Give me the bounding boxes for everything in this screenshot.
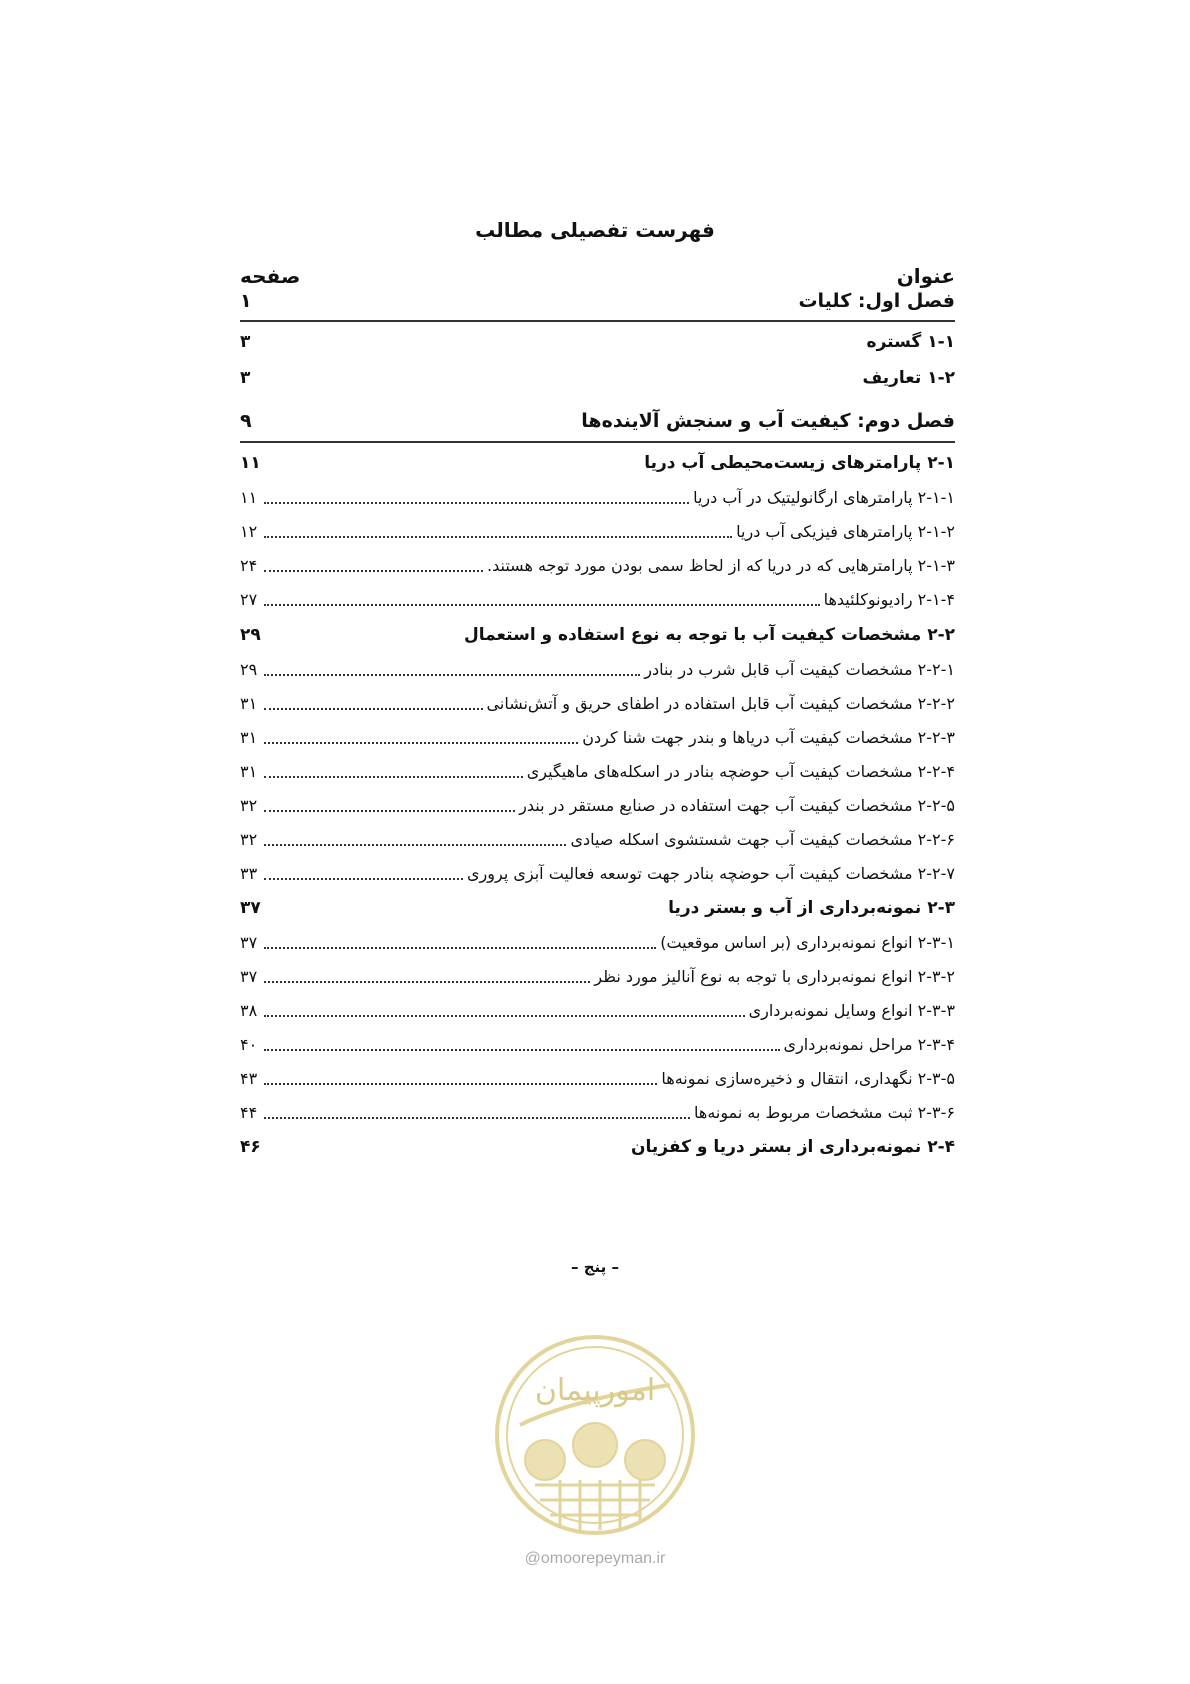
toc-section: ۱-۲ تعاریف ۳ <box>240 368 955 388</box>
toc-subsection: ۲-۲-۳ مشخصات کیفیت آب دریاها و بندر جهت شنا کردن ۳۱ <box>240 727 955 747</box>
toc-chapter-2: فصل دوم: کیفیت آب و سنجش آلاینده‌ها ۹ <box>240 410 955 432</box>
seal-watermark-icon <box>490 1330 700 1540</box>
toc-subsection: ۲-۳-۴ مراحل نمونه‌برداری ۴۰ <box>240 1034 955 1054</box>
toc-subsection: ۲-۲-۴ مشخصات کیفیت آب حوضچه بنادر در اسکله‌های ماهیگیری ۳۱ <box>240 761 955 781</box>
toc-subsection: ۲-۱-۴ رادیونوکلئیدها ۲۷ <box>240 589 955 609</box>
toc-subsection: ۲-۲-۲ مشخصات کیفیت آب قابل استفاده در اطفای حریق و آتش‌نشانی ۳۱ <box>240 693 955 713</box>
toc-section: ۲-۴ نمونه‌برداری از بستر دریا و کفزیان ۴۶ <box>240 1137 955 1157</box>
toc-subsection: ۲-۲-۵ مشخصات کیفیت آب جهت استفاده در صنایع مستقر در بندر ۳۲ <box>240 795 955 815</box>
toc-subsection: ۲-۱-۳ پارامترهایی که در دریا که از لحاظ سمی بودن مورد توجه هستند. ۲۴ <box>240 555 955 575</box>
seal-text: امورپیمان <box>534 1373 656 1408</box>
toc-subsection: ۲-۳-۶ ثبت مشخصات مربوط به نمونه‌ها ۴۴ <box>240 1102 955 1122</box>
toc-subsection: ۲-۲-۷ مشخصات کیفیت آب حوضچه بنادر جهت توسعه فعالیت آبزی پروری ۳۳ <box>240 863 955 883</box>
toc-section: ۲-۳ نمونه‌برداری از آب و بستر دریا ۳۷ <box>240 898 955 918</box>
toc-subsection: ۲-۲-۱ مشخصات کیفیت آب قابل شرب در بنادر ۲۹ <box>240 659 955 679</box>
toc-subsection: ۲-۱-۲ پارامترهای فیزیکی آب دریا ۱۲ <box>240 521 955 541</box>
toc-section: ۱-۱ گستره ۳ <box>240 332 955 352</box>
toc-subsection: ۲-۲-۶ مشخصات کیفیت آب جهت شستشوی اسکله صیادی ۳۲ <box>240 829 955 849</box>
toc-subsection: ۲-۱-۱ پارامترهای ارگانولیتیک در آب دریا ۱۱ <box>240 487 955 507</box>
website-watermark: @omoorepeyman.ir <box>524 1550 666 1567</box>
page-column-header: صفحه <box>240 264 301 288</box>
toc-subsection: ۲-۳-۲ انواع نمونه‌برداری با توجه به نوع آنالیز مورد نظر ۳۷ <box>240 966 955 986</box>
chapter-divider <box>240 320 955 322</box>
toc-chapter-1: فصل اول: کلیات ۱ <box>240 290 955 312</box>
page-title: فهرست تفصیلی مطالب <box>475 218 715 242</box>
title-column-header: عنوان <box>896 264 955 288</box>
toc-subsection: ۲-۳-۳ انواع وسایل نمونه‌برداری ۳۸ <box>240 1000 955 1020</box>
toc-subsection: ۲-۳-۵ نگهداری، انتقال و ذخیره‌سازی نمونه‌ها ۴۳ <box>240 1068 955 1088</box>
toc-subsection: ۲-۳-۱ انواع نمونه‌برداری (بر اساس موقعیت) ۳۷ <box>240 932 955 952</box>
toc-section: ۲-۲ مشخصات کیفیت آب با توجه به نوع استفاده و استعمال ۲۹ <box>240 625 955 645</box>
chapter-divider <box>240 441 955 443</box>
toc-section: ۲-۱ پارامترهای زیست‌محیطی آب دریا ۱۱ <box>240 453 955 473</box>
page-number-footer: – پنج – <box>570 1258 619 1276</box>
